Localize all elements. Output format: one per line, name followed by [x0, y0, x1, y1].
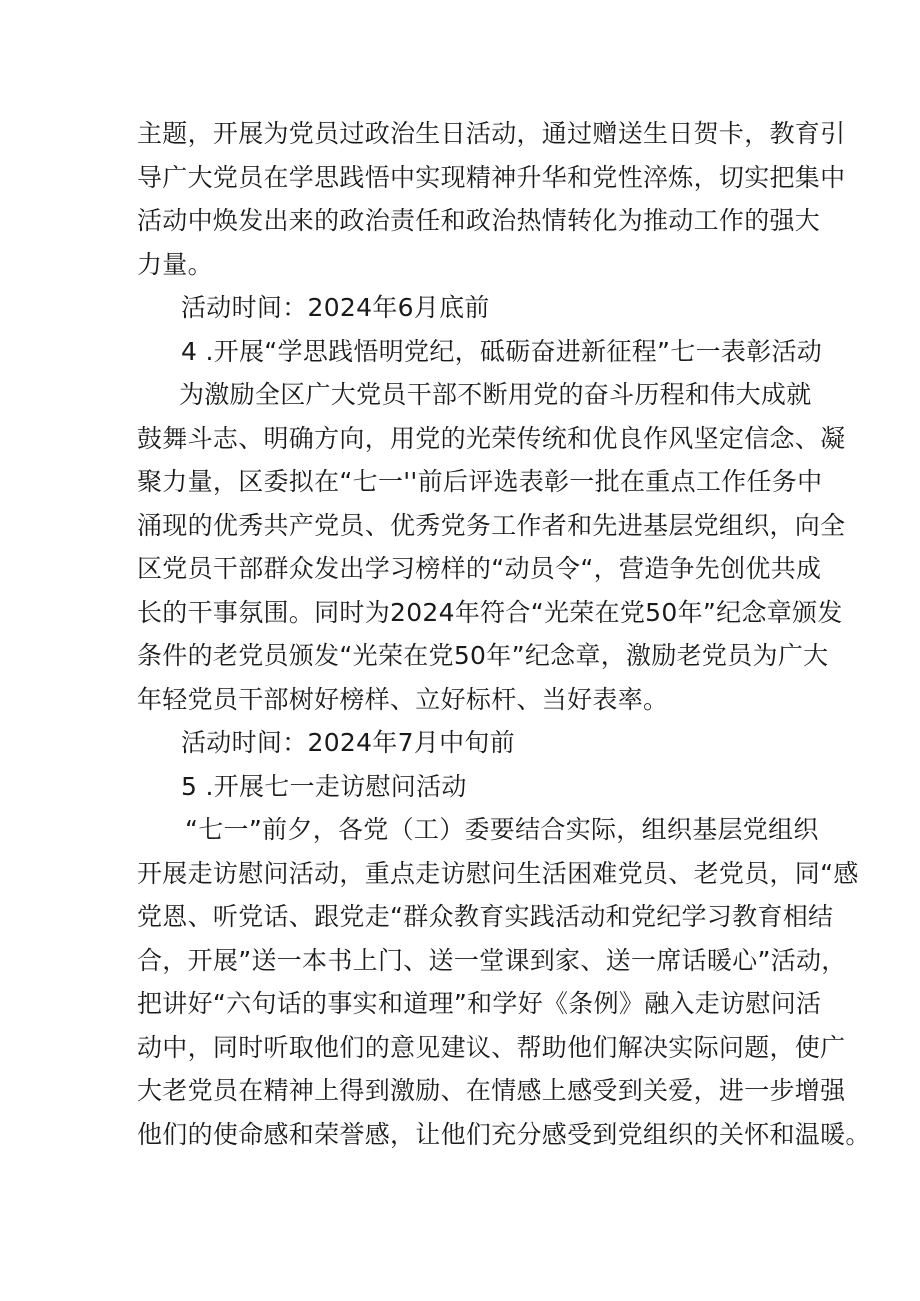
text-line: 开展走访慰问活动，重点走访慰问生活困难党员、老党员，同“感	[137, 858, 859, 888]
text-line: 把讲好“六句话的事实和道理”和学好《条例》融入走访慰问活	[137, 989, 822, 1018]
text-line: 党恩、听党话、跟党走“群众教育实践活动和党纪学习教育相结	[137, 902, 834, 931]
text-line: 活动中焕发出来的政治责任和政治热情转化为推动工作的强大	[137, 206, 821, 235]
text-line: 力量。	[137, 249, 213, 279]
activity-time-line: 活动时间：2024年6月底前	[181, 293, 490, 322]
activity-time-line: 活动时间：2024年7月中旬前	[181, 728, 516, 757]
text-line: 涌现的优秀共产党员、优秀党务工作者和先进基层党组织，向全	[137, 510, 846, 540]
section-heading: 5 .开展七一走访慰问活动	[181, 771, 467, 801]
text-line: 合，开展”送一本书上门、送一堂课到家、送一席话暖心”活动，	[137, 945, 847, 975]
text-line: 长的干事氛围。同时为2024年符合“光荣在党50年”纪念章颁发	[137, 597, 843, 627]
section-heading: 4 .开展“学思践悟明党纪，砥砺奋进新征程”七一表彰活动	[181, 336, 823, 366]
text-line: 动中，同时听取他们的意见建议、帮助他们解决实际问题，使广	[137, 1032, 846, 1062]
text-line: 他们的使命感和荣誉感，让他们充分感受到党组织的关怀和温暖。	[137, 1119, 871, 1149]
text-line: 年轻党员干部树好榜样、立好标杆、当好表率。	[137, 684, 669, 714]
text-line: 为激励全区广大党员干部不断用党的奋斗历程和伟大成就	[179, 380, 812, 409]
text-line: “七一”前夕，各党（工）委要结合实际，组织基层党组织	[185, 815, 819, 844]
document-body	[137, 112, 871, 1156]
text-line: 导广大党员在学思践悟中实现精神升华和党性淬炼，切实把集中	[137, 162, 846, 192]
text-line: 大老党员在精神上得到激励、在情感上感受到关爱，进一步增强	[137, 1076, 846, 1105]
text-line: 聚力量，区委拟在“七一''前后评选表彰一批在重点工作任务中	[137, 467, 823, 496]
text-line: 主题，开展为党员过政治生日活动，通过赠送生日贺卡，教育引	[137, 119, 846, 148]
text-line: 条件的老党员颁发“光荣在党50年”纪念章，激励老党员为广大	[137, 641, 829, 670]
text-line: 鼓舞斗志、明确方向，用党的光荣传统和优良作风坚定信念、凝	[137, 423, 846, 453]
text-line: 区党员干部群众发出学习榜样的“动员令“，营造争先创优共成	[137, 554, 822, 583]
